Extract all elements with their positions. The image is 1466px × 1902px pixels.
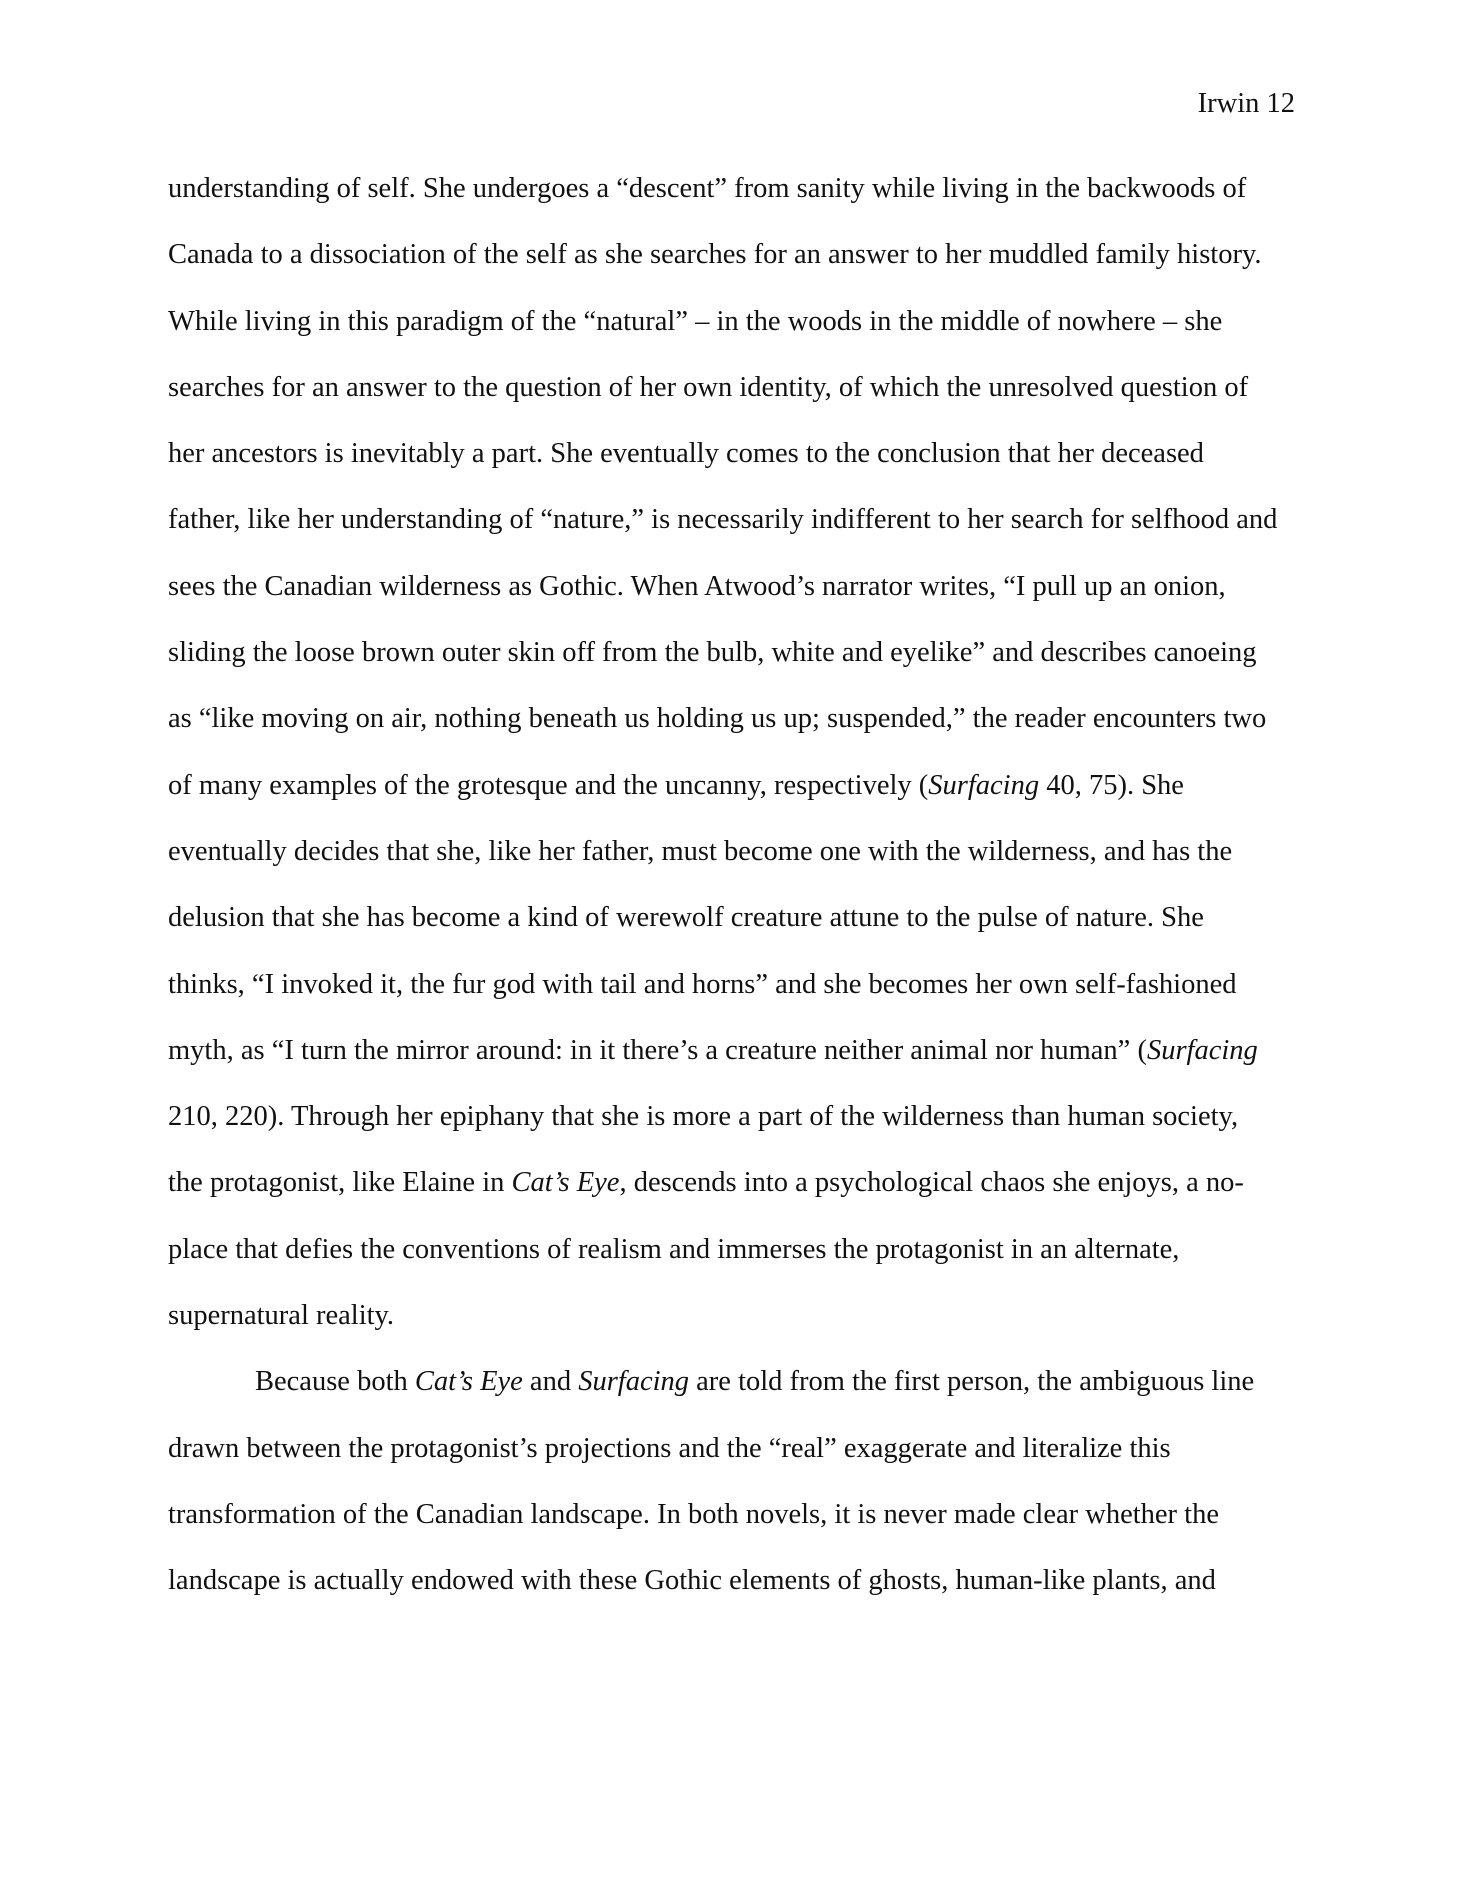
text-line: her ancestors is inevitably a part. She eventually comes to the conclusion that her deceased — [168, 438, 1204, 470]
text-line: drawn between the protagonist’s projections and the “real” exaggerate and literalize this — [168, 1432, 1171, 1464]
text-line: delusion that she has become a kind of werewolf creature attune to the pulse of nature. She — [168, 902, 1204, 934]
body-text — [168, 169, 1308, 1628]
text-line: eventually decides that she, like her father, must become one with the wilderness, and has the — [168, 835, 1233, 867]
text-line: transformation of the Canadian landscape. In both novels, it is never made clear whether the — [168, 1498, 1219, 1530]
italic-title: Surfacing — [1146, 1034, 1258, 1066]
paragraph-first-line: Because both Cat’s Eye and Surfacing are told from the first person, the ambiguous line — [255, 1366, 1255, 1398]
text-line: myth, as “I turn the mirror around: in it there’s a creature neither animal nor human” (Surfacing — [168, 1034, 1258, 1066]
text-line: supernatural reality. — [168, 1300, 395, 1332]
text-line: landscape is actually endowed with these Gothic elements of ghosts, human-like plants, and — [168, 1565, 1216, 1597]
italic-title: Surfacing — [928, 769, 1040, 801]
italic-title: Surfacing — [578, 1366, 690, 1398]
text-line: thinks, “I invoked it, the fur god with tail and horns” and she becomes her own self-fashioned — [168, 968, 1237, 1000]
text-line: sliding the loose brown outer skin off from the bulb, white and eyelike” and describes canoeing — [168, 637, 1257, 669]
text-line: While living in this paradigm of the “natural” – in the woods in the middle of nowhere – she — [168, 305, 1223, 337]
italic-title: Cat’s Eye — [511, 1167, 620, 1199]
text-line: the protagonist, like Elaine in Cat’s Eye, descends into a psychological chaos she enjoys, a no- — [168, 1167, 1244, 1199]
text-line: understanding of self. She undergoes a “descent” from sanity while living in the backwoods of — [168, 173, 1247, 204]
italic-title: Cat’s Eye — [414, 1366, 523, 1398]
text-line: of many examples of the grotesque and the uncanny, respectively (Surfacing 40, 75). She — [168, 769, 1184, 801]
running-head: Irwin 12 — [1197, 88, 1295, 119]
text-line: place that defies the conventions of realism and immerses the protagonist in an alternate, — [168, 1233, 1180, 1265]
text-line: as “like moving on air, nothing beneath us holding us up; suspended,” the reader encounters two — [168, 703, 1267, 735]
text-line: sees the Canadian wilderness as Gothic. When Atwood’s narrator writes, “I pull up an onion, — [168, 570, 1226, 602]
text-line: searches for an answer to the question of her own identity, of which the unresolved question of — [168, 371, 1249, 403]
text-line: father, like her understanding of “nature,” is necessarily indifferent to her search for selfhood and — [168, 504, 1278, 536]
text-line: 210, 220). Through her epiphany that she is more a part of the wilderness than human society, — [168, 1101, 1239, 1133]
text-line: Canada to a dissociation of the self as she searches for an answer to her muddled family history. — [168, 239, 1262, 271]
